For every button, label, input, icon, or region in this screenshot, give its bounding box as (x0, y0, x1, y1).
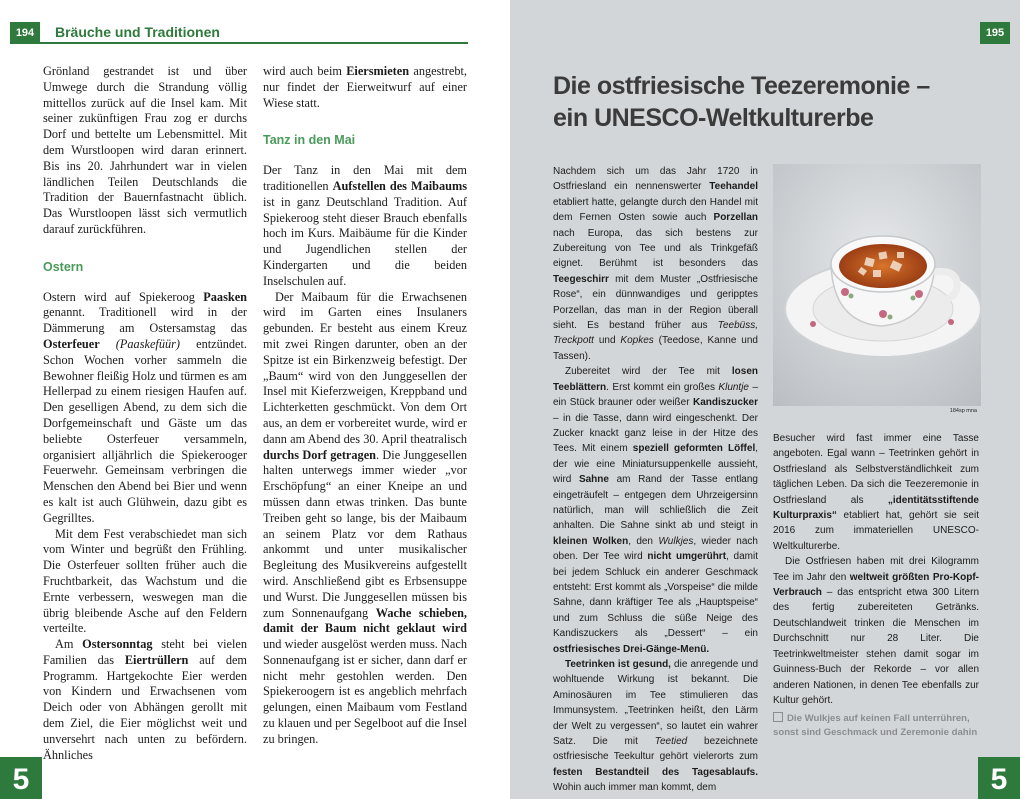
header-rule (40, 42, 468, 44)
paragraph: Grönland gestrandet ist und über Umwege durch die Strandung völlig mittellos zurück auf die Insel kam. Mit seiner zukünftigen Frau zog er durchs Dorf und bettelte um Lebensmittel. Mit dem Wurstloopen wird daran erinnert. Bis ins 20. Jahrhundert war in vielen ländlichen Teilen Deutschlands die Tradition der Bauernfastnacht üblich. Das Wurstloopen lässt sich vermutlich darauf zurückführen. (43, 64, 247, 236)
paragraph: Zubereitet wird der Tee mit losen Teeblättern. Erst kommt ein großes Kluntje – ein Stück brauner oder weißer Kandiszucker – in die Tasse, dann wird eingeschenkt. Der Zucker knackt ganz leise in der Hitze des Tees. Mit einem speziell geformten Löffel, der wie eine Miniatursuppenkelle aussieht, wird Sahne am Rand der Tasse entlang eingeträufelt – entgegen dem Uhrzeigersinn natürlich, man will schließlich die Zeit anhalten. Die Sahne sinkt ab und steigt in kleinen Wolken, den Wulkjes, wieder nach oben. Der Tee wird nicht umgerührt, damit bei jedem Schluck ein anderer Geschmack entsteht: Erst kommt als „Vorspeise“ die milde Sahne, dann kräftiger Tee als „Hauptspeise“ und zum Schluss die süße Neige des Kandiszuckers als „Dessert“ – ein ostfriesisches Drei-Gänge-Menü. (553, 366, 759, 655)
photo-credit: 184sp mna (949, 408, 977, 414)
paragraph: Teetrinken ist gesund, die anregende und wohltuende Wirkung ist bekannt. Die Aminosäuren im Tee stimulieren das Immunsystem. „Teetrinken heißt, den Lärm der Welt zu vergessen“, so lautet ein wahrer Satz. Die mit Teetied bezeichnete ostfriesische Teekultur gehört vielerorts zum festen Bestandteil des Tagesablaufs. Wohin auch immer man kommt, dem (553, 659, 759, 794)
chapter-number-box: 5 (0, 757, 42, 799)
right-page (510, 0, 1020, 799)
paragraph: Nachdem sich um das Jahr 1720 in Ostfriesland ein nennenswerter Teehandel etabliert hatte, gelangte durch den Handel mit dem Fernen Osten sowie auch Porzellan nach Europa, das sich bestens zur Zubereitung von Tee und als Trinkgefäß eignet. Berühmt ist besonders das Teegeschirr mit dem Muster „Ostfriesische Rose“, ein dünnwandiges und geripptes Porzellan, das man in der Region überall sieht. Es bestand früher aus Teebüss, Treckpott und Kopkes (Teedose, Kanne und Tassen). (553, 166, 758, 362)
text-column-2 (263, 64, 467, 748)
subheading-ostern: Ostern (43, 259, 84, 274)
tip-icon (773, 712, 783, 722)
article-title (553, 70, 993, 134)
article-column-2 (773, 431, 979, 708)
paragraph: Besucher wird fast immer eine Tasse angeboten. Egal wann – Teetrinken gehört in Ostfriesland als Selbstverständlichkeit zum täglichen Leben. Da sich die Teezeremonie in Ostfriesland als „identitätsstiftende Kulturpraxis“ etabliert hat, gehört sie seit 2016 zum immateriellen UNESCO-Weltkulturerbe. (773, 433, 979, 552)
paragraph: Am Ostersonntag steht bei vielen Familien das Eiertrüllern auf dem Programm. Hartgekochte Eier werden von Kindern und Erwachsenen vom Deich oder von Abhängen gerollt mit dem Ziel, die Eier möglichst weit und unversehrt nach unten zu befördern. Ähnliches (43, 637, 247, 762)
article-title-line-1: Die ostfriesische Teezeremonie – (553, 72, 930, 100)
paragraph: Der Tanz in den Mai mit dem traditionellen Aufstellen des Maibaums ist in ganz Deutschland Tradition. Auf Spiekeroog steht dieser Brauch ebenfalls hoch im Kurs. Maibäume für die Kinder und Jugendlichen stellen der Kindergarten und die beiden Inselschulen auf. (263, 163, 467, 288)
paragraph: Ostern wird auf Spiekeroog Paasken genannt. Traditionell wird in der Dämmerung am Ostersamstag das Osterfeuer (Paaskefüür) entzündet. Schon Wochen vorher sammeln die Bewohner fleißig Holz und türmen es am Hellerpad zu einem riesigen Haufen auf. Den geselligen Abend, zu dem sich die Dorfgemeinschaft und Gäste um das beliebte Osterfeuer versammeln, organisiert alljährlich die Spiekerooger Feuerwehr. Gemeinsam verbringen die Menschen den Abend bei Bier und wenn es kalt ist auch Glühwein, dazu gibt es Gegrilltes. (43, 289, 247, 525)
text-column-1 (43, 64, 247, 763)
subheading-tanz-in-den-mai: Tanz in den Mai (263, 133, 356, 148)
article-column-1 (553, 164, 758, 796)
page-number: 194 (10, 22, 40, 44)
tea-cup-photo (773, 164, 981, 406)
tip-text: Die Wulkjes auf keinen Fall unterrühren, sonst sind Geschmack und Zeremonie dahin (773, 713, 978, 738)
article-title-line-2: ein UNESCO-Weltkulturerbe (553, 104, 874, 132)
page-number: 195 (980, 22, 1010, 44)
tip-box (773, 712, 979, 740)
paragraph: Die Ostfriesen haben mit drei Kilogramm Tee im Jahr den weltweit größten Pro-Kopf-Verbrauch – das entspricht etwa 300 Litern des fertig zubereiteten Getränks. Deutschlandweit trinken die Menschen im Durchschnitt nur 28 Liter. Die Teetrinkweltmeister stehen damit sogar im Guinness-Buch der Rekorde – vor allen anderen Nationen, in denen Tee ebenfalls zur Kultur gehört. (773, 556, 979, 706)
paragraph: Mit dem Fest verabschiedet man sich vom Winter und begrüßt den Frühling. Die Osterfeuer sollten früher auch die Fruchtbarkeit, das Wachstum und die Ernte verbessern, weswegen man die übrig bleibende Asche auf den Feldern verteilte. (43, 526, 247, 636)
chapter-number-box: 5 (978, 757, 1020, 799)
paragraph: Der Maibaum für die Erwachsenen wird im Garten eines Insulaners gebunden. Er besteht aus einem Kreuz mit zwei Ringen darunter, oben an der Spitze ist ein Birkenzweig befestigt. Der „Baum“ wird von den Junggesellen der Insel mit Kieferzweigen, Kreppband und Lichterketten geschmückt. Von dem Ort aus, an dem er vorbereitet wurde, wird er dann am Abend des 30. April theatralisch durchs Dorf getragen. Die Junggesellen halten unterwegs immer wieder „vor Erschöpfung“ an einer Kneipe an und müssen dann etwas trinken. Das bunte Treiben geht so lange, bis der Maibaum an seinem Platz vor dem Rathaus ankommt und unter musikalischer Begleitung des Musikvereins aufgestellt wird. Anschließend gibt es Erbsensuppe und Wurst. Die Junggesellen müssen bis zum Sonnenaufgang Wache schieben, damit der Baum nicht geklaut wird und wieder ausgelöst werden muss. Nach Sonnenaufgang ist er sicher, dann darf er nicht mehr gestohlen werden. Den Spiekeroogern ist es angeblich mehrfach gelungen, einen Maibaum vom Festland zu klauen und per Segelboot auf die Insel zu bringen. (263, 289, 468, 746)
paragraph: wird auch beim Eiersmieten angestrebt, nur findet der Eierweitwurf auf einer Wiese statt. (263, 64, 467, 110)
tea-cup-illustration (773, 164, 981, 406)
chapter-title: Bräuche und Traditionen (55, 24, 220, 40)
